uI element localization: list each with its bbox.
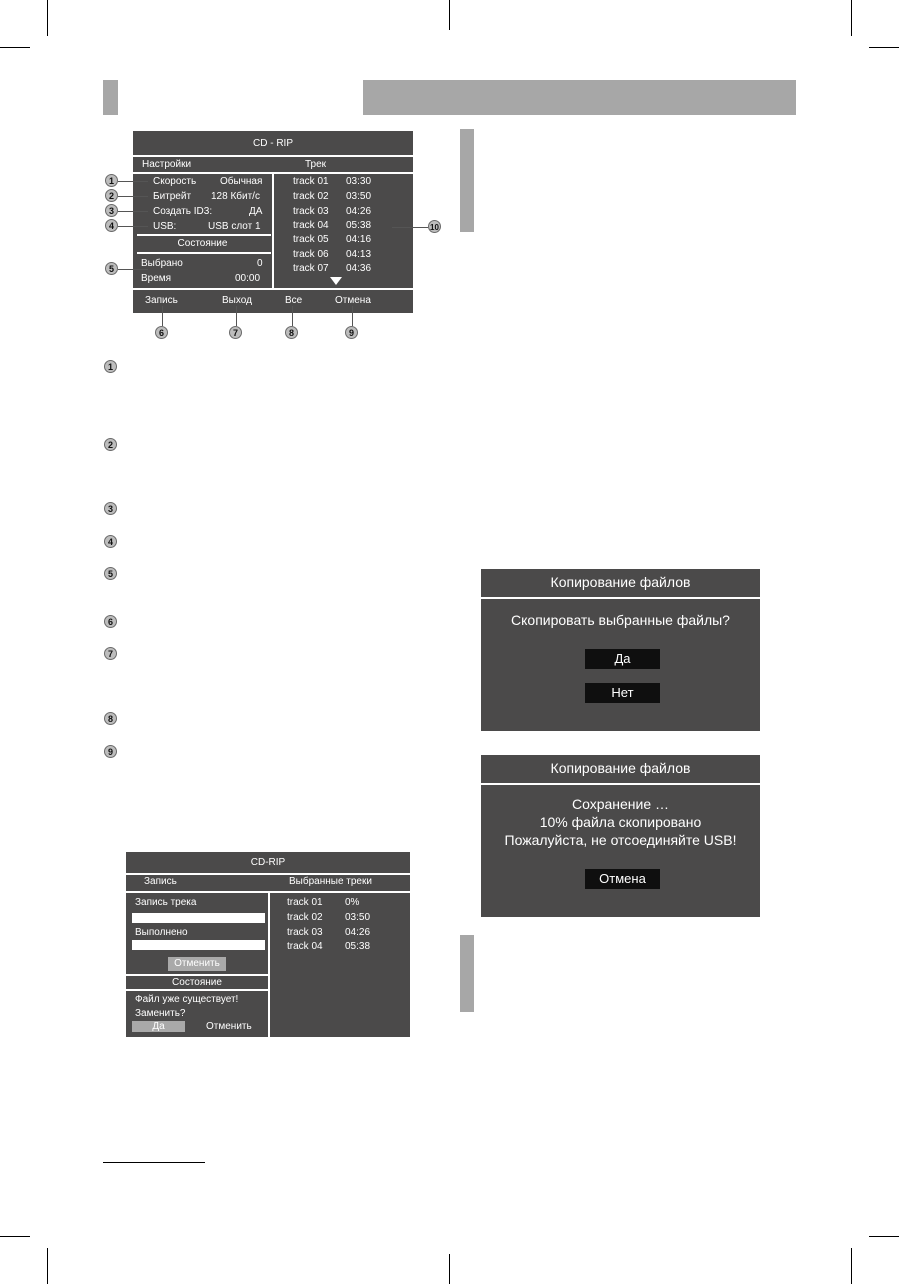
status-header: Состояние	[172, 977, 222, 988]
list-callout-8: 8	[104, 712, 117, 725]
yes-button[interactable]: Да	[132, 1021, 185, 1032]
status-selected-label: Выбрано	[141, 258, 183, 269]
divider	[481, 597, 760, 599]
done-label: Выполнено	[135, 927, 188, 938]
status-question: Заменить?	[135, 1008, 186, 1019]
recording-screen	[126, 852, 410, 1037]
crop-mark	[449, 1254, 450, 1284]
selected-track-name: track 02	[287, 912, 323, 923]
overall-progress-bar	[132, 940, 265, 950]
screen-title: CD-RIP	[250, 857, 286, 868]
track-name[interactable]: track 05	[293, 234, 329, 245]
section-marker	[460, 129, 474, 232]
track-time: 04:16	[346, 234, 372, 245]
crop-mark	[0, 47, 30, 48]
confirm-dialog	[481, 569, 760, 731]
column-divider	[268, 891, 270, 1037]
divider	[137, 234, 271, 236]
selected-track-time: 05:38	[345, 941, 371, 952]
divider	[133, 288, 413, 290]
list-callout-1: 1	[104, 360, 117, 373]
list-callout-7: 7	[104, 647, 117, 660]
copy-progress-text: 10% файла скопировано	[539, 814, 702, 830]
callout-6: 6	[155, 326, 168, 339]
selected-track-time: 0%	[345, 897, 360, 908]
dialog-title: Копирование файлов	[550, 574, 691, 590]
callout-4: 4	[105, 219, 118, 232]
cdrip-screen	[133, 131, 413, 313]
all-button[interactable]: Все	[285, 295, 303, 306]
track-name[interactable]: track 06	[293, 249, 329, 260]
leader-line	[118, 226, 148, 227]
setting-speed-value[interactable]: Обычная	[220, 176, 263, 187]
scroll-down-icon[interactable]	[330, 277, 342, 285]
selected-tracks-header: Выбранные треки	[289, 876, 372, 887]
usb-warning-text: Пожалуйста, не отсоединяйте USB!	[504, 832, 737, 848]
cancel-record-button[interactable]: Отменить	[168, 957, 226, 971]
screen-title: CD - RIP	[253, 138, 293, 149]
status-time-value: 00:00	[235, 273, 261, 284]
leader-line	[118, 196, 148, 197]
setting-bitrate-value[interactable]: 128 Кбит/с	[211, 191, 260, 202]
leader-line	[118, 181, 148, 182]
setting-id3-label: Создать ID3:	[153, 206, 213, 217]
divider	[126, 989, 268, 991]
record-button[interactable]: Запись	[145, 295, 178, 306]
crop-mark	[869, 47, 899, 48]
selected-track-name: track 03	[287, 927, 323, 938]
status-time-label: Время	[141, 273, 172, 284]
footnote-divider	[103, 1162, 205, 1163]
callout-9: 9	[345, 326, 358, 339]
divider	[133, 155, 413, 157]
cancel-text-button[interactable]: Отменить	[206, 1021, 252, 1032]
callout-2: 2	[105, 189, 118, 202]
selected-track-name: track 04	[287, 941, 323, 952]
list-callout-4: 4	[104, 535, 117, 548]
status-header: Состояние	[177, 238, 228, 249]
column-divider	[272, 172, 274, 288]
saving-text: Сохранение …	[571, 796, 670, 812]
track-progress-bar	[132, 913, 265, 923]
settings-header: Настройки	[142, 159, 192, 170]
list-callout-9: 9	[104, 745, 117, 758]
status-message: Файл уже существует!	[135, 994, 239, 1005]
leader-line	[236, 306, 237, 326]
track-name[interactable]: track 02	[293, 191, 329, 202]
divider	[126, 974, 268, 976]
leader-line	[118, 211, 148, 212]
crop-mark	[47, 0, 48, 36]
section-marker	[460, 935, 474, 1012]
crop-mark	[47, 1248, 48, 1284]
crop-mark	[0, 1236, 30, 1237]
callout-5: 5	[105, 262, 118, 275]
track-time: 04:36	[346, 263, 372, 274]
record-header: Запись	[144, 876, 177, 887]
list-callout-3: 3	[104, 502, 117, 515]
progress-dialog	[481, 755, 760, 917]
callout-8: 8	[285, 326, 298, 339]
track-name[interactable]: track 01	[293, 176, 329, 187]
leader-line	[118, 269, 148, 270]
leader-line	[352, 306, 353, 326]
leader-line	[292, 306, 293, 326]
no-button[interactable]: Нет	[585, 683, 660, 703]
track-time: 03:30	[346, 176, 372, 187]
crop-mark	[869, 1236, 899, 1237]
list-callout-2: 2	[104, 438, 117, 451]
yes-button[interactable]: Да	[585, 649, 660, 669]
dialog-question: Скопировать выбранные файлы?	[511, 612, 730, 628]
cancel-button[interactable]: Отмена	[335, 295, 371, 306]
crop-mark	[851, 0, 852, 36]
setting-bitrate-label: Битрейт	[153, 191, 192, 202]
selected-track-time: 03:50	[345, 912, 371, 923]
callout-10: 10	[428, 220, 441, 233]
leader-line	[162, 306, 163, 326]
selected-track-time: 04:26	[345, 927, 371, 938]
track-name[interactable]: track 03	[293, 206, 329, 217]
divider	[126, 873, 410, 875]
dialog-title: Копирование файлов	[550, 760, 691, 776]
list-callout-6: 6	[104, 615, 117, 628]
exit-button[interactable]: Выход	[222, 295, 252, 306]
callout-7: 7	[229, 326, 242, 339]
crop-mark	[449, 0, 450, 30]
setting-usb-label: USB:	[153, 221, 177, 232]
divider	[137, 252, 271, 254]
header-bar-left	[103, 80, 118, 115]
list-callout-5: 5	[104, 567, 117, 580]
track-header: Трек	[305, 159, 327, 170]
setting-id3-value[interactable]: ДА	[249, 206, 263, 217]
setting-usb-value[interactable]: USB слот 1	[208, 221, 261, 232]
crop-mark	[851, 1248, 852, 1284]
track-record-label: Запись трека	[135, 897, 197, 908]
leader-line	[392, 227, 428, 228]
track-name[interactable]: track 07	[293, 263, 329, 274]
status-selected-value: 0	[257, 258, 263, 269]
selected-track-name: track 01	[287, 897, 323, 908]
callout-3: 3	[105, 204, 118, 217]
track-time: 04:26	[346, 206, 372, 217]
callout-1: 1	[105, 174, 118, 187]
track-name[interactable]: track 04	[293, 220, 329, 231]
track-time: 05:38	[346, 220, 372, 231]
setting-speed-label: Скорость	[153, 176, 197, 187]
track-time: 03:50	[346, 191, 372, 202]
header-bar-right	[363, 80, 796, 115]
track-time: 04:13	[346, 249, 372, 260]
divider	[481, 783, 760, 785]
cancel-button[interactable]: Отмена	[585, 869, 660, 889]
